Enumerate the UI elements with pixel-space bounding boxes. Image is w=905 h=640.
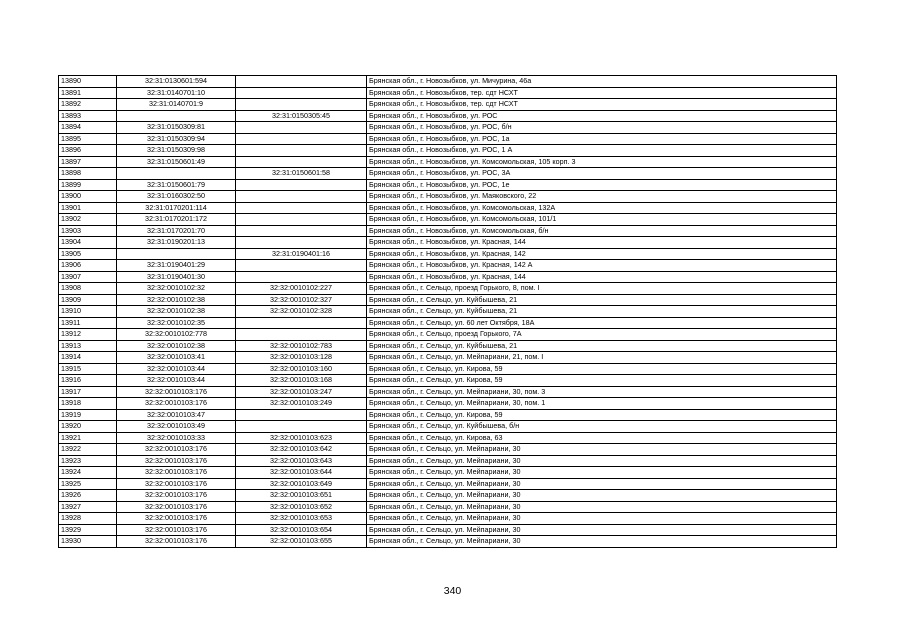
- cadastral-number-cell: 32:32:0010103:176: [117, 478, 236, 490]
- address-cell: Брянская обл., г. Сельцо, ул. Кирова, 63: [367, 432, 837, 444]
- table-row: [59, 76, 837, 88]
- cadastral-number-cell: 32:32:0010103:176: [117, 455, 236, 467]
- object-cadastral-number-cell: 32:32:0010103:649: [236, 478, 367, 490]
- object-cadastral-number-cell: [236, 202, 367, 214]
- cadastral-number-cell: 32:32:0010103:41: [117, 352, 236, 364]
- address-cell: Брянская обл., г. Новозыбков, ул. Маяковского, 22: [367, 191, 837, 203]
- address-cell: Брянская обл., г. Новозыбков, ул. Комсомольская, б/н: [367, 225, 837, 237]
- row-number-cell: 13915: [59, 363, 117, 375]
- address-cell: Брянская обл., г. Сельцо, ул. Мейпариани, 30: [367, 524, 837, 536]
- table-row: [59, 306, 837, 318]
- row-number-cell: 13905: [59, 248, 117, 260]
- object-cadastral-number-cell: [236, 122, 367, 134]
- address-cell: Брянская обл., г. Новозыбков, ул. Комсомольская, 132А: [367, 202, 837, 214]
- row-number-cell: 13899: [59, 179, 117, 191]
- address-cell: Брянская обл., г. Новозыбков, ул. РОС, 1е: [367, 179, 837, 191]
- table-row: [59, 340, 837, 352]
- cadastral-number-cell: 32:31:0140701:9: [117, 99, 236, 111]
- row-number-cell: 13891: [59, 87, 117, 99]
- cadastral-number-cell: 32:32:0010103:176: [117, 386, 236, 398]
- table-row: [59, 248, 837, 260]
- table-row: [59, 513, 837, 525]
- row-number-cell: 13914: [59, 352, 117, 364]
- row-number-cell: 13903: [59, 225, 117, 237]
- row-number-cell: 13893: [59, 110, 117, 122]
- object-cadastral-number-cell: 32:32:0010103:654: [236, 524, 367, 536]
- row-number-cell: 13927: [59, 501, 117, 513]
- object-cadastral-number-cell: [236, 99, 367, 111]
- cadastral-number-cell: 32:31:0190401:30: [117, 271, 236, 283]
- cadastral-number-cell: 32:32:0010103:49: [117, 421, 236, 433]
- cadastral-number-cell: 32:32:0010103:176: [117, 490, 236, 502]
- cadastral-number-cell: 32:31:0190201:13: [117, 237, 236, 249]
- address-cell: Брянская обл., г. Новозыбков, ул. Красная, 142 А: [367, 260, 837, 272]
- address-cell: Брянская обл., г. Сельцо, проезд Горького, 7А: [367, 329, 837, 341]
- object-cadastral-number-cell: [236, 87, 367, 99]
- cadastral-number-cell: 32:31:0130601:594: [117, 76, 236, 88]
- row-number-cell: 13906: [59, 260, 117, 272]
- row-number-cell: 13919: [59, 409, 117, 421]
- table-row: [59, 398, 837, 410]
- cadastral-number-cell: 32:32:0010102:38: [117, 340, 236, 352]
- object-cadastral-number-cell: 32:32:0010102:327: [236, 294, 367, 306]
- object-cadastral-number-cell: [236, 145, 367, 157]
- table-row: [59, 156, 837, 168]
- table-row: [59, 455, 837, 467]
- address-cell: Брянская обл., г. Новозыбков, ул. Красная, 142: [367, 248, 837, 260]
- table-row: [59, 271, 837, 283]
- cadastral-number-cell: 32:31:0150309:81: [117, 122, 236, 134]
- object-cadastral-number-cell: [236, 317, 367, 329]
- address-cell: Брянская обл., г. Сельцо, ул. Кирова, 59: [367, 375, 837, 387]
- address-cell: Брянская обл., г. Сельцо, ул. Мейпариани, 30, пом. 3: [367, 386, 837, 398]
- table-row: [59, 260, 837, 272]
- object-cadastral-number-cell: 32:32:0010103:247: [236, 386, 367, 398]
- table-row: [59, 110, 837, 122]
- table-row: [59, 99, 837, 111]
- address-cell: Брянская обл., г. Сельцо, ул. Мейпариани, 30: [367, 536, 837, 548]
- cadastral-number-cell: 32:32:0010103:44: [117, 363, 236, 375]
- address-cell: Брянская обл., г. Новозыбков, ул. Комсомольская, 101/1: [367, 214, 837, 226]
- page-number: 340: [443, 585, 462, 597]
- row-number-cell: 13902: [59, 214, 117, 226]
- object-cadastral-number-cell: 32:32:0010103:128: [236, 352, 367, 364]
- cadastral-number-cell: 32:32:0010103:33: [117, 432, 236, 444]
- object-cadastral-number-cell: [236, 409, 367, 421]
- table-row: [59, 122, 837, 134]
- row-number-cell: 13926: [59, 490, 117, 502]
- table-row: [59, 214, 837, 226]
- object-cadastral-number-cell: [236, 329, 367, 341]
- object-cadastral-number-cell: [236, 76, 367, 88]
- cadastral-number-cell: 32:32:0010103:176: [117, 513, 236, 525]
- object-cadastral-number-cell: [236, 156, 367, 168]
- cadastral-number-cell: [117, 248, 236, 260]
- address-cell: Брянская обл., г. Новозыбков, ул. РОС, 3А: [367, 168, 837, 180]
- row-number-cell: 13901: [59, 202, 117, 214]
- object-cadastral-number-cell: 32:32:0010102:227: [236, 283, 367, 295]
- object-cadastral-number-cell: 32:32:0010103:249: [236, 398, 367, 410]
- cadastral-number-cell: 32:31:0170201:70: [117, 225, 236, 237]
- cadastral-number-cell: 32:31:0160302:50: [117, 191, 236, 203]
- table-row: [59, 191, 837, 203]
- address-cell: Брянская обл., г. Новозыбков, ул. Мичурина, 46а: [367, 76, 837, 88]
- cadastral-number-cell: 32:32:0010103:176: [117, 501, 236, 513]
- cadastral-number-cell: 32:32:0010102:32: [117, 283, 236, 295]
- table-row: [59, 524, 837, 536]
- row-number-cell: 13916: [59, 375, 117, 387]
- address-cell: Брянская обл., г. Сельцо, ул. Куйбышева, 21: [367, 294, 837, 306]
- row-number-cell: 13898: [59, 168, 117, 180]
- object-cadastral-number-cell: 32:31:0150601:58: [236, 168, 367, 180]
- cadastral-number-cell: 32:32:0010103:176: [117, 398, 236, 410]
- address-cell: Брянская обл., г. Новозыбков, ул. РОС, 1 А: [367, 145, 837, 157]
- row-number-cell: 13908: [59, 283, 117, 295]
- row-number-cell: 13907: [59, 271, 117, 283]
- table-row: [59, 467, 837, 479]
- row-number-cell: 13922: [59, 444, 117, 456]
- cadastral-number-cell: 32:31:0140701:10: [117, 87, 236, 99]
- address-cell: Брянская обл., г. Новозыбков, тер. сдт НСХТ: [367, 99, 837, 111]
- object-cadastral-number-cell: 32:32:0010102:328: [236, 306, 367, 318]
- cadastral-number-cell: 32:32:0010103:176: [117, 467, 236, 479]
- address-cell: Брянская обл., г. Сельцо, ул. Мейпариани, 30: [367, 467, 837, 479]
- table-row: [59, 179, 837, 191]
- address-cell: Брянская обл., г. Новозыбков, ул. Комсомольская, 105 корп. 3: [367, 156, 837, 168]
- table-body: [59, 76, 837, 548]
- table-row: [59, 478, 837, 490]
- cadastral-number-cell: 32:32:0010103:176: [117, 524, 236, 536]
- table-row: [59, 501, 837, 513]
- cadastral-number-cell: 32:32:0010103:176: [117, 536, 236, 548]
- cadastral-number-cell: 32:32:0010102:38: [117, 294, 236, 306]
- object-cadastral-number-cell: [236, 133, 367, 145]
- cadastral-number-cell: 32:31:0190401:29: [117, 260, 236, 272]
- table-row: [59, 386, 837, 398]
- table-row: [59, 421, 837, 433]
- object-cadastral-number-cell: 32:32:0010103:651: [236, 490, 367, 502]
- object-cadastral-number-cell: [236, 191, 367, 203]
- object-cadastral-number-cell: 32:32:0010103:623: [236, 432, 367, 444]
- row-number-cell: 13890: [59, 76, 117, 88]
- cadastral-number-cell: 32:31:0170201:172: [117, 214, 236, 226]
- row-number-cell: 13892: [59, 99, 117, 111]
- address-cell: Брянская обл., г. Сельцо, ул. Мейпариани, 30: [367, 513, 837, 525]
- address-cell: Брянская обл., г. Сельцо, ул. Куйбышева, 21: [367, 340, 837, 352]
- table-row: [59, 294, 837, 306]
- address-cell: Брянская обл., г. Сельцо, ул. Мейпариани, 30: [367, 490, 837, 502]
- cadastral-number-cell: 32:32:0010102:38: [117, 306, 236, 318]
- address-cell: Брянская обл., г. Сельцо, ул. Куйбышева, б/н: [367, 421, 837, 433]
- address-cell: Брянская обл., г. Сельцо, ул. Кирова, 59: [367, 363, 837, 375]
- address-cell: Брянская обл., г. Сельцо, ул. Мейпариани, 30: [367, 501, 837, 513]
- object-cadastral-number-cell: [236, 214, 367, 226]
- row-number-cell: 13910: [59, 306, 117, 318]
- address-cell: Брянская обл., г. Сельцо, ул. Мейпариани, 30, пом. 1: [367, 398, 837, 410]
- table-row: [59, 329, 837, 341]
- object-cadastral-number-cell: 32:32:0010103:642: [236, 444, 367, 456]
- object-cadastral-number-cell: 32:32:0010103:168: [236, 375, 367, 387]
- table-row: [59, 168, 837, 180]
- row-number-cell: 13917: [59, 386, 117, 398]
- row-number-cell: 13896: [59, 145, 117, 157]
- table-row: [59, 444, 837, 456]
- table-row: [59, 490, 837, 502]
- address-cell: Брянская обл., г. Сельцо, ул. Кирова, 59: [367, 409, 837, 421]
- address-cell: Брянская обл., г. Сельцо, ул. 60 лет Октября, 18А: [367, 317, 837, 329]
- object-cadastral-number-cell: [236, 271, 367, 283]
- address-cell: Брянская обл., г. Новозыбков, тер. сдт НСХТ: [367, 87, 837, 99]
- row-number-cell: 13912: [59, 329, 117, 341]
- table-row: [59, 375, 837, 387]
- address-cell: Брянская обл., г. Сельцо, ул. Мейпариани, 21, пом. I: [367, 352, 837, 364]
- row-number-cell: 13929: [59, 524, 117, 536]
- address-cell: Брянская обл., г. Новозыбков, ул. РОС: [367, 110, 837, 122]
- row-number-cell: 13904: [59, 237, 117, 249]
- object-cadastral-number-cell: 32:32:0010102:783: [236, 340, 367, 352]
- address-cell: Брянская обл., г. Сельцо, проезд Горького, 8, пом. I: [367, 283, 837, 295]
- row-number-cell: 13909: [59, 294, 117, 306]
- row-number-cell: 13930: [59, 536, 117, 548]
- row-number-cell: 13925: [59, 478, 117, 490]
- object-cadastral-number-cell: 32:32:0010103:160: [236, 363, 367, 375]
- row-number-cell: 13918: [59, 398, 117, 410]
- object-cadastral-number-cell: [236, 260, 367, 272]
- row-number-cell: 13928: [59, 513, 117, 525]
- object-cadastral-number-cell: 32:32:0010103:655: [236, 536, 367, 548]
- cadastral-number-cell: [117, 168, 236, 180]
- row-number-cell: 13921: [59, 432, 117, 444]
- table-row: [59, 87, 837, 99]
- object-cadastral-number-cell: 32:32:0010103:643: [236, 455, 367, 467]
- cadastral-number-cell: 32:31:0150309:98: [117, 145, 236, 157]
- address-cell: Брянская обл., г. Сельцо, ул. Мейпариани, 30: [367, 455, 837, 467]
- object-cadastral-number-cell: 32:32:0010103:652: [236, 501, 367, 513]
- cadastral-number-cell: 32:31:0150601:49: [117, 156, 236, 168]
- cadastral-number-cell: 32:32:0010103:176: [117, 444, 236, 456]
- table-row: [59, 133, 837, 145]
- row-number-cell: 13920: [59, 421, 117, 433]
- row-number-cell: 13895: [59, 133, 117, 145]
- row-number-cell: 13897: [59, 156, 117, 168]
- cadastral-number-cell: 32:32:0010103:44: [117, 375, 236, 387]
- cadastral-number-cell: 32:31:0150601:79: [117, 179, 236, 191]
- address-cell: Брянская обл., г. Новозыбков, ул. РОС, 1а: [367, 133, 837, 145]
- table-row: [59, 363, 837, 375]
- row-number-cell: 13911: [59, 317, 117, 329]
- table-row: [59, 145, 837, 157]
- table-row: [59, 283, 837, 295]
- table-row: [59, 432, 837, 444]
- cadastral-number-cell: 32:31:0170201:114: [117, 202, 236, 214]
- address-cell: Брянская обл., г. Сельцо, ул. Куйбышева, 21: [367, 306, 837, 318]
- table-row: [59, 536, 837, 548]
- table-row: [59, 225, 837, 237]
- cadastral-number-cell: [117, 110, 236, 122]
- row-number-cell: 13913: [59, 340, 117, 352]
- object-cadastral-number-cell: 32:32:0010103:653: [236, 513, 367, 525]
- cadastral-number-cell: 32:31:0150309:94: [117, 133, 236, 145]
- row-number-cell: 13894: [59, 122, 117, 134]
- table-row: [59, 352, 837, 364]
- object-cadastral-number-cell: [236, 237, 367, 249]
- cadastral-number-cell: 32:32:0010102:778: [117, 329, 236, 341]
- table-row: [59, 237, 837, 249]
- address-cell: Брянская обл., г. Сельцо, ул. Мейпариани, 30: [367, 444, 837, 456]
- object-cadastral-number-cell: 32:31:0150305:45: [236, 110, 367, 122]
- address-cell: Брянская обл., г. Новозыбков, ул. Красная, 144: [367, 271, 837, 283]
- address-cell: Брянская обл., г. Новозыбков, ул. РОС, б/н: [367, 122, 837, 134]
- table-row: [59, 409, 837, 421]
- table-row: [59, 317, 837, 329]
- row-number-cell: 13924: [59, 467, 117, 479]
- object-cadastral-number-cell: 32:32:0010103:644: [236, 467, 367, 479]
- table-row: [59, 202, 837, 214]
- address-cell: Брянская обл., г. Новозыбков, ул. Красная, 144: [367, 237, 837, 249]
- row-number-cell: 13923: [59, 455, 117, 467]
- row-number-cell: 13900: [59, 191, 117, 203]
- object-cadastral-number-cell: [236, 179, 367, 191]
- cadastral-number-cell: 32:32:0010102:35: [117, 317, 236, 329]
- cadastral-table: [58, 75, 837, 548]
- cadastral-number-cell: 32:32:0010103:47: [117, 409, 236, 421]
- object-cadastral-number-cell: 32:31:0190401:16: [236, 248, 367, 260]
- address-cell: Брянская обл., г. Сельцо, ул. Мейпариани, 30: [367, 478, 837, 490]
- object-cadastral-number-cell: [236, 421, 367, 433]
- object-cadastral-number-cell: [236, 225, 367, 237]
